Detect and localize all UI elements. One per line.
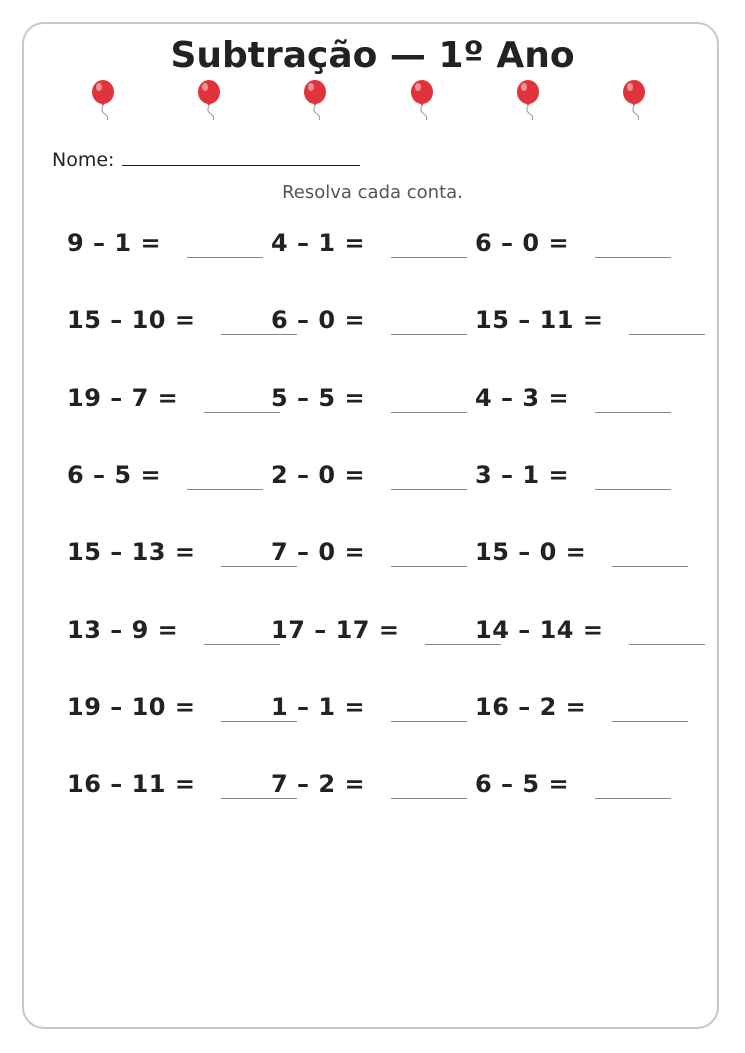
problem-expression: 2 – 0 = [271, 460, 366, 489]
instructions: Resolva cada conta. [282, 182, 463, 203]
balloon-icon [91, 80, 117, 120]
problem-expression: 6 – 0 = [271, 306, 366, 335]
problem-expression: 5 – 5 = [271, 383, 366, 412]
problem-expression: 6 – 5 = [475, 770, 570, 799]
answer-blank[interactable] [595, 257, 671, 258]
page-title: Subtração — 1º Ano [170, 35, 575, 76]
balloon-icon [410, 80, 436, 120]
balloon-icon [197, 80, 223, 120]
worksheet-frame [22, 22, 719, 1029]
problem-expression: 17 – 17 = [271, 615, 400, 644]
balloon-icon [303, 80, 329, 120]
problem-expression: 16 – 2 = [475, 692, 587, 721]
balloon-row [0, 80, 745, 120]
answer-blank[interactable] [391, 566, 467, 567]
problem-expression: 15 – 10 = [67, 306, 196, 335]
balloon-icon [622, 80, 648, 120]
answer-blank[interactable] [391, 412, 467, 413]
problem-expression: 1 – 1 = [271, 692, 366, 721]
problem-expression: 19 – 7 = [67, 383, 179, 412]
problem-expression: 6 – 5 = [67, 460, 162, 489]
answer-blank[interactable] [629, 334, 705, 335]
answer-blank[interactable] [204, 644, 280, 645]
problem-expression: 4 – 3 = [475, 383, 570, 412]
answer-blank[interactable] [187, 489, 263, 490]
problem-expression: 15 – 0 = [475, 538, 587, 567]
answer-blank[interactable] [391, 334, 467, 335]
problem-expression: 16 – 11 = [67, 770, 196, 799]
balloon-icon [516, 80, 542, 120]
problem-expression: 4 – 1 = [271, 229, 366, 257]
problem-expression: 14 – 14 = [475, 615, 604, 644]
problem-expression: 7 – 2 = [271, 770, 366, 799]
problem-expression: 19 – 10 = [67, 692, 196, 721]
answer-blank[interactable] [187, 257, 263, 258]
answer-blank[interactable] [629, 644, 705, 645]
problem-expression: 6 – 0 = [475, 229, 570, 257]
answer-blank[interactable] [391, 489, 467, 490]
name-blank[interactable] [122, 145, 360, 166]
answer-blank[interactable] [391, 798, 467, 799]
name-label: Nome: [52, 149, 115, 171]
problem-expression: 15 – 13 = [67, 538, 196, 567]
answer-blank[interactable] [595, 489, 671, 490]
answer-blank[interactable] [612, 566, 688, 567]
answer-blank[interactable] [204, 412, 280, 413]
problem-expression: 9 – 1 = [67, 229, 162, 257]
problem-expression: 13 – 9 = [67, 615, 179, 644]
answer-blank[interactable] [391, 257, 467, 258]
answer-blank[interactable] [612, 721, 688, 722]
problem-expression: 15 – 11 = [475, 306, 604, 335]
answer-blank[interactable] [595, 798, 671, 799]
answer-blank[interactable] [595, 412, 671, 413]
name-field [52, 145, 360, 173]
problem-expression: 3 – 1 = [475, 460, 570, 489]
answer-blank[interactable] [391, 721, 467, 722]
problem-expression: 7 – 0 = [271, 538, 366, 567]
